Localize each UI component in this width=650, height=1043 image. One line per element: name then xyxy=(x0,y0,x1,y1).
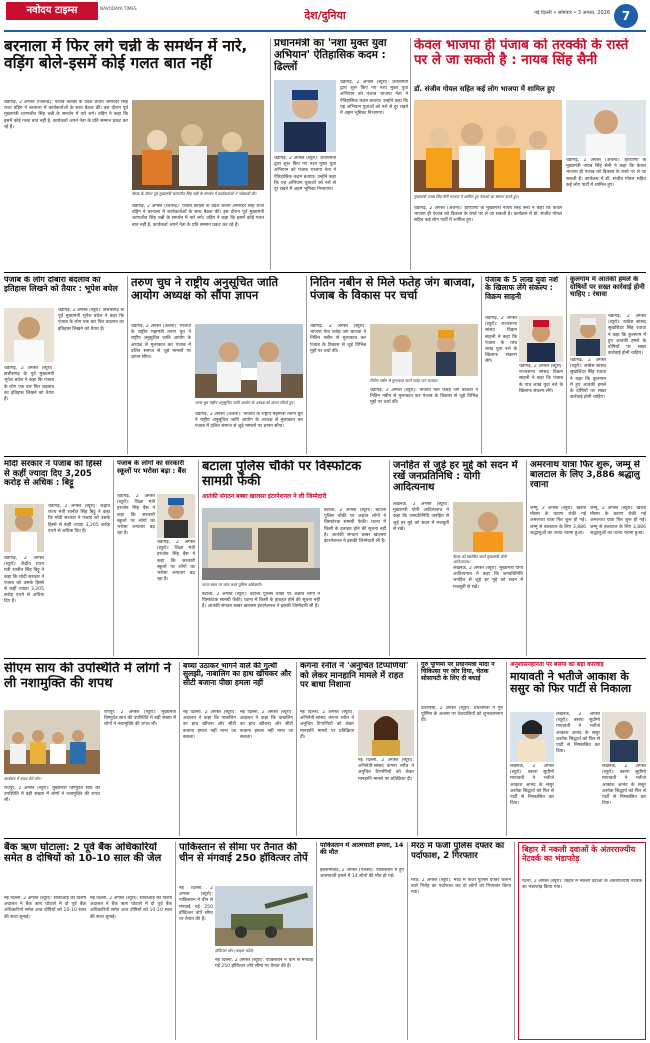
photo xyxy=(274,80,336,152)
photo-caption: कार्यक्रम में शपथ लेते लोग। xyxy=(4,776,42,781)
photo-caption: हॉवित्जर तोप (फाइल फोटो) xyxy=(215,948,254,953)
photo xyxy=(4,308,54,362)
body-cont: चंडीगढ़, 2 अगस्त (ब्यूरो): केंद्रीय राज्य मंत्री रवनीत सिंह बिट्टू ने कहा कि मोदी सरकार ने पंजाब को उसके हिस्से से कहीं ज्यादा 3,205 करोड़ रुपये से अधिक दिए हैं। xyxy=(4,556,44,605)
masthead-rule xyxy=(4,30,646,32)
photo xyxy=(215,886,313,946)
story-bittu xyxy=(4,460,110,656)
photo xyxy=(519,316,563,362)
story-nayab-saini xyxy=(414,38,646,270)
body: नई दिल्ली, 2 अगस्त (ब्यूरो): सीबीआई की विशेष अदालत ने बैंक ऋण घोटाले में दो पूर्व बैंक अधिकारियों समेत आठ दोषियों को 10-10 साल की सजा सुनाई। xyxy=(4,896,86,920)
headline: पाकिस्तान से सीमा पर तैनात की चीन से मंगवाई 250 हॉवित्जर तोपें xyxy=(179,842,308,865)
body: चंडीगढ़, 2 अगस्त (ब्यूरो): भाजपा नेता फतेह जंग बाजवा ने नितिन नबीन से मुलाकात कर पंजाब के विकास से जुड़े विभिन्न मुद्दों पर चर्चा की। xyxy=(310,324,366,354)
howitzer-photo xyxy=(215,886,313,946)
body: चंडीगढ़, 2 अगस्त (ब्यूरो): शिक्षा मंत्री हरजोत सिंह बैंस ने कहा कि सरकारी स्कूलों पर लोगों का भरोसा लगातार बढ़ रहा है। xyxy=(117,494,155,537)
col-divider xyxy=(526,460,527,656)
photo-mayawati xyxy=(510,712,554,762)
story-pak-attack xyxy=(320,842,404,1040)
body-cont: नई दिल्ली, 2 अगस्त (ब्यूरो): अदालत ने कहा कि नाबालिग का हाथ खींचना और सीटी बजाना हमला नहीं माना जा सकता। xyxy=(240,710,293,740)
crowd-photo xyxy=(132,100,264,190)
col-divider xyxy=(481,276,482,454)
row-divider xyxy=(4,838,646,839)
headline: पंजाब के 5 लाख युवा नशे के खिलाफ लेंगे संकल्प : विक्रम साहनी xyxy=(485,276,558,301)
photo xyxy=(157,494,195,538)
masthead xyxy=(0,0,650,34)
portrait-photo xyxy=(4,308,54,362)
body-cont: चंडीगढ़, 2 अगस्त (ब्यूरो): शिक्षा मंत्री हरजोत सिंह बैंस ने कहा कि सरकारी स्कूलों पर लोगों का भरोसा लगातार बढ़ रहा है। xyxy=(157,540,195,583)
body-cont: चंडीगढ़, 2 अगस्त (ब्यूरो): राज्यसभा सांसद विक्रम साहनी ने कहा कि पंजाब के पांच लाख युवा नशे के खिलाफ संकल्प लेंगे। xyxy=(519,364,563,394)
headline: अमरनाथ यात्रा फिर शुरू, जम्मू से बालटाल के लिए 3,886 श्रद्धालु रवाना xyxy=(530,460,640,491)
headline: तरुण चुघ ने राष्ट्रीय अनुसूचित जाति आयोग अध्यक्ष को सौंपा ज्ञापन xyxy=(131,276,279,302)
photo-caption: बैठक को संबोधित करते मुख्यमंत्री योगी आदित्यनाथ। xyxy=(453,554,507,564)
headline: पाकिस्तान में आत्मघाती हमला, 14 की मौत xyxy=(320,842,404,857)
page-number-badge xyxy=(614,4,638,28)
headline: केवल भाजपा ही पंजाब को तरक्की के रास्ते पर ले जा सकती है : नायब सिंह सैनी xyxy=(414,38,629,69)
headline: कुलगाम में आतंकी हमले के दोषियों पर सख्त कार्रवाई होनी चाहिए : रंधावा xyxy=(570,276,645,299)
col-divider xyxy=(506,662,507,836)
headline: मेरठ में फर्जी पुलिस दफ्तर का पर्दाफाश, 2 गिरफ्तार xyxy=(411,842,505,861)
headline: पंजाब के लोग दोबारा बदलाव का इतिहास लिखने को तैयार : भूपेश बघेल xyxy=(4,276,118,293)
photo xyxy=(195,324,303,398)
photo-caption: घटना स्थल पर जांच करते पुलिस अधिकारी। xyxy=(202,582,262,587)
row-divider xyxy=(4,658,646,659)
col-divider xyxy=(296,662,297,836)
story-cm-sai xyxy=(4,662,176,836)
headline: बरनाला में फिर लगे चन्नी के समर्थन में नारे, वड़िंग बोले-इसमें कोई गलत बात नहीं xyxy=(4,38,248,73)
story-bains xyxy=(117,460,195,656)
col-divider xyxy=(113,460,114,656)
body: चंडीगढ़, 2 अगस्त (ब्यूरो): केंद्रीय राज्य मंत्री रवनीत सिंह बिट्टू ने कहा कि मोदी सरकार ने पंजाब को उसके हिस्से से कहीं ज्यादा 3,205 करोड़ रुपये से अधिक दिए हैं। xyxy=(48,504,110,534)
body: नई दिल्ली, 2 अगस्त (ब्यूरो): अभिनेत्री-सांसद कंगना रनौत ने अनुचित टिप्पणियों को लेकर मानहानि मामले पर प्रतिक्रिया दी। xyxy=(300,710,354,740)
body-cont: बटाला, 2 अगस्त (ब्यूरो): बटाला पुलिस चौकी पर अज्ञात लोगों ने विस्फोटक सामग्री फेंकी। घटना में किसी के हताहत होने की सूचना नहीं है। आतंकी संगठन बब्बर खालसा इंटरनेशनल ने इसकी जिम्मेदारी ली है। xyxy=(202,592,320,610)
headline: बच्चा उठाकर भागने वाले की गुत्थी सुलझी, नाबालिग का हाथ खींचकर और सीटी बजाना पीछा हमला नहीं xyxy=(183,662,292,687)
story-bank-scam xyxy=(4,842,172,1040)
headline: गुरु पूर्णिमा पर प्रधानमंत्री मोदी ने चिकित्सा पर जोर दिया, चेतक सोसायटी के लिए दी बधाई xyxy=(421,662,495,682)
portrait-photo xyxy=(157,494,195,538)
photo xyxy=(358,710,414,756)
dateline: नई दिल्ली • सोमवार • 3 अगस्त, 2026 xyxy=(534,10,610,16)
story-yogi xyxy=(393,460,523,656)
photo xyxy=(4,504,44,552)
story-amarnath xyxy=(530,460,646,656)
body: चंडीगढ़, 2 अगस्त (अर्चना): हरियाणा के मुख्यमंत्री नायब सिंह सैनी ने कहा कि केवल भाजपा ही पंजाब को विकास के रास्ते पर ले जा सकती है। कार्यक्रम में डॉ. संजीव गोयल सहित कई लोग पार्टी में शामिल हुए। xyxy=(566,158,646,188)
body-cont: लखनऊ, 2 अगस्त (ब्यूरो): बसपा सुप्रीमो मायावती ने भतीजे आकाश आनंद के ससुर अशोक सिद्धार्थ को फिर से पार्टी से निष्कासित कर दिया। xyxy=(510,764,554,807)
section-title: देश/दुनिया xyxy=(304,9,346,22)
portrait-photo xyxy=(566,100,646,156)
col-divider xyxy=(127,276,128,454)
photo xyxy=(570,314,606,356)
logo-text: नवोदय टाइम्स xyxy=(26,5,78,16)
story-fateh-jang-bajwa xyxy=(310,276,478,454)
body: बटाला, 2 अगस्त (ब्यूरो): बटाला पुलिस चौकी पर अज्ञात लोगों ने विस्फोटक सामग्री फेंकी। घटना में किसी के हताहत होने की सूचना नहीं है। आतंकी संगठन बब्बर खालसा इंटरनेशनल ने इसकी जिम्मेदारी ली है। xyxy=(324,508,386,545)
portrait-photo xyxy=(4,504,44,552)
headline: मायावती ने भतीजे आकाश के ससुर को फिर पार्टी से निकाला xyxy=(510,670,632,696)
body: इस्लामाबाद, 2 अगस्त (एजेंसी): पाकिस्तान में हुए आत्मघाती हमले में 14 लोगों की मौत हो गई। xyxy=(320,868,404,880)
body-cont: चंडीगढ़, 2 अगस्त (जितेन्द्र): पंजाब कांग्रेस के प्रदेश प्रधान अमरिंदर सिंह राजा वड़िंग ने बरनाला में कार्यकर्ताओं के साथ बैठक की। इस दौरान पूर्व मुख्यमंत्री चरणजीत सिंह चन्नी के समर्थन में नारे लगे। वड़िंग ने कहा कि इसमें कोई गलत बात नहीं है, कार्यकर्ता अपने नेता के प्रति सम्मान प्रकट कर रहे हैं। xyxy=(132,204,264,228)
story-fake-police xyxy=(411,842,511,1040)
meeting-photo xyxy=(370,324,478,376)
row-divider xyxy=(4,272,646,273)
headline: कंगना रनौत ने 'अनुचित टिप्पणियों' को लेकर मानहानि मामले में राहत पर बाधा निशाना xyxy=(300,662,409,691)
story-minor-case xyxy=(183,662,293,836)
col-divider xyxy=(566,276,567,454)
row-divider xyxy=(4,456,646,457)
body-cont: चंडीगढ़, 2 अगस्त (ब्यूरो): कांग्रेस सांसद सुखजिंदर सिंह रंधावा ने कहा कि कुलगाम में हुए आतंकी हमले के दोषियों पर सख्त कार्रवाई होनी चाहिए। xyxy=(570,358,606,401)
kicker: डॉ. संजीव गोयल सहित कई लोग भाजपा में शामिल हुए xyxy=(414,85,555,93)
headline: बैंक ऋण घोटाला: 2 पूर्व बैंक अधिकारियों समेत 8 दोषियों को 10-10 साल की जेल xyxy=(4,842,162,865)
body: चंडीगढ़, 2 अगस्त (ब्यूरो): छत्तीसगढ़ के पूर्व मुख्यमंत्री भूपेश बघेल ने कहा कि पंजाब के लोग एक बार फिर बदलाव का इतिहास लिखने को तैयार हैं। xyxy=(58,308,124,332)
body: नई दिल्ली, 2 अगस्त (ब्यूरो): अदालत ने कहा कि नाबालिग का हाथ खींचना और सीटी बजाना हमला नहीं माना जा सकता। xyxy=(183,710,236,740)
photo xyxy=(453,502,523,552)
headline: सीएम साय की उपस्थिति में लोगों ने ली नशामुक्ति की शपथ xyxy=(4,662,171,691)
story-batala-blast xyxy=(202,460,386,656)
body: पटना, 2 अगस्त (ब्यूरो): बिहार में नकली दवाओं के अंतरराज्यीय नेटवर्क का भंडाफोड़ किया गया। xyxy=(522,879,642,891)
portrait-photo xyxy=(602,712,646,762)
body: मेरठ, 2 अगस्त (ब्यूरो): मेरठ में फर्जी पुलिस दफ्तर चलाने वाले गिरोह का पर्दाफाश कर दो लोगों को गिरफ्तार किया गया। xyxy=(411,878,511,896)
body: लखनऊ, 2 अगस्त (ब्यूरो): बसपा सुप्रीमो मायावती ने भतीजे आकाश आनंद के ससुर अशोक सिद्धार्थ को फिर से पार्टी से निष्कासित कर दिया। xyxy=(556,712,600,755)
col-divider xyxy=(389,460,390,656)
headline: जनहित से जुड़े हर मुद्दे को सदन में रखें जनप्रतिनिधि : योगी आदित्यनाथ xyxy=(393,460,518,494)
story-guru-purnima xyxy=(421,662,503,836)
story-nasha-mukt xyxy=(274,38,408,270)
col-divider xyxy=(306,276,307,454)
group-photo xyxy=(414,100,562,192)
col-divider xyxy=(270,38,271,270)
headline: नितिन नबीन से मिले फतेह जंग बाजवा, पंजाब के विकास पर चर्चा xyxy=(310,276,476,302)
col-divider xyxy=(417,662,418,836)
body-cont: चंडीगढ़, 2 अगस्त (ब्यूरो): छत्तीसगढ़ के पूर्व मुख्यमंत्री भूपेश बघेल ने कहा कि पंजाब के लोग एक बार फिर बदलाव का इतिहास लिखने को तैयार हैं। xyxy=(4,366,54,403)
meeting-photo xyxy=(453,502,523,552)
body-cont: नई दिल्ली, 2 अगस्त (ब्यूरो): पाकिस्तान ने चीन से मंगवाई गई 250 हॉवित्जर तोपें सीमा पर तैनात की हैं। xyxy=(215,958,313,970)
photo-caption: तरुण चुघ राष्ट्रीय अनुसूचित जाति आयोग के अध्यक्ष को ज्ञापन सौंपते हुए। xyxy=(195,400,295,405)
photo xyxy=(414,100,562,192)
portrait-photo xyxy=(358,710,414,756)
col-divider xyxy=(407,842,408,1040)
col-divider xyxy=(410,38,411,270)
photo-caption: बैठक के दौरान पूर्व मुख्यमंत्री चरणजीत सिंह चन्नी के समर्थन में कार्यकर्ताओं ने नारेबाजी की। xyxy=(132,191,257,196)
col-divider xyxy=(514,842,515,1040)
body-cont: रायपुर, 2 अगस्त (ब्यूरो): मुख्यमंत्री विष्णुदेव साय की उपस्थिति में बड़ी संख्या में लोगों ने नशामुक्ति की शपथ ली। xyxy=(4,786,100,804)
portrait-photo xyxy=(570,314,606,356)
body-cont: चंडीगढ़, 2 अगस्त (ब्यूरो): भाजपा नेता फतेह जंग बाजवा ने नितिन नबीन से मुलाकात कर पंजाब के विकास से जुड़े विभिन्न मुद्दों पर चर्चा की। xyxy=(370,388,478,406)
story-fake-medicines xyxy=(518,842,646,1040)
body-cont: नई दिल्ली, 2 अगस्त (ब्यूरो): सीबीआई की विशेष अदालत ने बैंक ऋण घोटाले में दो पूर्व बैंक अधिकारियों समेत आठ दोषियों को 10-10 साल की सजा सुनाई। xyxy=(90,896,172,920)
headline: प्रधानमंत्री का 'नशा मुक्त युवा अभियान' ऐतिहासिक कदम : ढिल्लों xyxy=(274,38,387,73)
headline: बटाला पुलिस चौकी पर विस्फोटक सामग्री फेंकी xyxy=(202,460,362,489)
page-number: 7 xyxy=(621,9,631,23)
body: नई दिल्ली, 2 अगस्त (ब्यूरो): पाकिस्तान ने चीन से मंगवाई गई 250 हॉवित्जर तोपें सीमा पर तैनात की हैं। xyxy=(179,886,213,923)
body: रायपुर, 2 अगस्त (ब्यूरो): मुख्यमंत्री विष्णुदेव साय की उपस्थिति में बड़ी संख्या में लोगों ने नशामुक्ति की शपथ ली। xyxy=(104,710,176,728)
photo xyxy=(202,508,320,580)
body: चंडीगढ़, 2 अगस्त (ब्यूरो): प्रधानमंत्री द्वारा शुरू किए गए नशा मुक्त युवा अभियान को पंजाब भाजपा नेता ने ऐतिहासिक कदम बताया। उन्होंने कहा कि यह अभियान युवाओं को नशे से दूर रखने में अहम भूमिका निभाएगा। xyxy=(340,80,408,117)
meeting-photo xyxy=(195,324,303,398)
police-station-photo xyxy=(202,508,320,580)
body: चंडीगढ़, 2 अगस्त (जितेन्द्र): पंजाब कांग्रेस के प्रदेश प्रधान अमरिंदर सिंह राजा वड़िंग ने बरनाला में कार्यकर्ताओं के साथ बैठक की। इस दौरान पूर्व मुख्यमंत्री चरणजीत सिंह चन्नी के समर्थन में नारे लगे। वड़िंग ने कहा कि इसमें कोई गलत बात नहीं है, कार्यकर्ता अपने नेता के प्रति सम्मान प्रकट कर रहे हैं। xyxy=(4,100,128,130)
body: चंडीगढ़, 2 अगस्त (अर्चना): भाजपा के राष्ट्रीय महामंत्री तरुण चुघ ने राष्ट्रीय अनुसूचित जाति आयोग के अध्यक्ष से मुलाकात कर पंजाब में दलित समाज से जुड़े मामलों पर ज्ञापन सौंपा। xyxy=(131,324,191,361)
portrait-photo xyxy=(274,80,336,152)
photo-caption: नितिन नबीन से मुलाकात करते फतेह जंग बाजवा। xyxy=(370,378,438,383)
body-cont: नई दिल्ली, 2 अगस्त (ब्यूरो): अभिनेत्री-सांसद कंगना रनौत ने अनुचित टिप्पणियों को लेकर मानहानि मामले पर प्रतिक्रिया दी। xyxy=(358,758,414,782)
body: चंडीगढ़, 2 अगस्त (ब्यूरो): राज्यसभा सांसद विक्रम साहनी ने कहा कि पंजाब के पांच लाख युवा नशे के खिलाफ संकल्प लेंगे। xyxy=(485,316,517,365)
body-cont: चंडीगढ़, 2 अगस्त (अर्चना): भाजपा के राष्ट्रीय महामंत्री तरुण चुघ ने राष्ट्रीय अनुसूचित जाति आयोग के अध्यक्ष से मुलाकात कर पंजाब में दलित समाज से जुड़े मामलों पर ज्ञापन सौंपा। xyxy=(195,412,303,430)
logo-sub: NAVODAYA TIMES xyxy=(100,6,137,11)
photo xyxy=(132,100,264,190)
story-channi-slogans xyxy=(4,38,266,270)
headline: पंजाब के लोगों का सरकारी स्कूलों पर भरोसा बढ़ा : बैंस xyxy=(117,460,187,475)
body-cont: जम्मू, 2 अगस्त (ब्यूरो): खराब मौसम के कारण रोकी गई अमरनाथ यात्रा फिर शुरू हो गई। जम्मू से बालटाल के लिए 3,886 श्रद्धालुओं का जत्था रवाना हुआ। xyxy=(590,506,646,536)
col-divider xyxy=(175,842,176,1040)
story-vikram-sahney xyxy=(485,276,563,454)
story-howitzer xyxy=(179,842,313,1040)
story-bhupesh-baghel xyxy=(4,276,124,454)
masthead-logo xyxy=(6,2,98,20)
body-cont: चंडीगढ़, 2 अगस्त (ब्यूरो): प्रधानमंत्री द्वारा शुरू किए गए नशा मुक्त युवा अभियान को पंजाब भाजपा नेता ने ऐतिहासिक कदम बताया। उन्होंने कहा कि यह अभियान युवाओं को नशे से दूर रखने में अहम भूमिका निभाएगा। xyxy=(274,156,336,193)
col-divider xyxy=(198,460,199,656)
body: लखनऊ, 2 अगस्त (ब्यूरो): मुख्यमंत्री योगी आदित्यनाथ ने कहा कि जनप्रतिनिधि जनहित से जुड़े हर मुद्दे को सदन में मजबूती से रखें। xyxy=(393,502,449,532)
body: जम्मू, 2 अगस्त (ब्यूरो): खराब मौसम के कारण रोकी गई अमरनाथ यात्रा फिर शुरू हो गई। जम्मू से बालटाल के लिए 3,886 श्रद्धालुओं का जत्था रवाना हुआ। xyxy=(530,506,586,536)
col-divider xyxy=(316,842,317,1040)
photo xyxy=(370,324,478,376)
story-kangana xyxy=(300,662,414,836)
crowd-photo xyxy=(4,710,100,774)
inset-photo xyxy=(566,100,646,156)
body-cont: चंडीगढ़, 2 अगस्त (अर्चना): हरियाणा के मुख्यमंत्री नायब सिंह सैनी ने कहा कि केवल भाजपा ही पंजाब को विकास के रास्ते पर ले जा सकती है। कार्यक्रम में डॉ. संजीव गोयल सहित कई लोग पार्टी में शामिल हुए। xyxy=(414,206,562,224)
body-cont: लखनऊ, 2 अगस्त (ब्यूरो): मुख्यमंत्री योगी आदित्यनाथ ने कहा कि जनप्रतिनिधि जनहित से जुड़े हर मुद्दे को सदन में मजबूती से रखें। xyxy=(453,566,523,590)
portrait-photo xyxy=(519,316,563,362)
photo xyxy=(4,710,100,774)
headline: मोदी सरकार ने पंजाब को हिस्से से कहीं ज्यादा दिए 3,205 करोड़ से अधिक : बिट्टू xyxy=(4,460,102,489)
photo-caption: मुख्यमंत्री नायब सिंह सैनी भाजपा में शामिल हुए नेताओं का स्वागत करते हुए। xyxy=(414,194,519,199)
body-cont: लखनऊ, 2 अगस्त (ब्यूरो): बसपा सुप्रीमो मायावती ने भतीजे आकाश आनंद के ससुर अशोक सिद्धार्थ को फिर से पार्टी से निष्कासित कर दिया। xyxy=(602,764,646,807)
story-tarun-chugh xyxy=(131,276,303,454)
kicker: आतंकी संगठन बब्बर खालसा इंटरनेशनल ने ली जिम्मेदारी xyxy=(202,493,327,500)
body: चंडीगढ़, 2 अगस्त (ब्यूरो): कांग्रेस सांसद सुखजिंदर सिंह रंधावा ने कहा कि कुलगाम में हुए आतंकी हमले के दोषियों पर सख्त कार्रवाई होनी चाहिए। xyxy=(608,314,646,357)
headline: बिहार में नकली दवाओं के अंतरराज्यीय नेटवर्क का भंडाफोड़ xyxy=(522,845,636,863)
story-randhawa xyxy=(570,276,646,454)
kicker: अनुशासनहीनता पर बसपा की बड़ी कार्रवाई xyxy=(510,662,604,668)
portrait-photo xyxy=(510,712,554,762)
body: वाराणसी, 2 अगस्त (ब्यूरो): प्रधानमंत्री ने गुरु पूर्णिमा के अवसर पर देशवासियों को शुभकामनाएं दीं। xyxy=(421,706,503,724)
col-divider xyxy=(179,662,180,836)
story-mayawati xyxy=(510,662,646,836)
photo-ashok xyxy=(602,712,646,762)
